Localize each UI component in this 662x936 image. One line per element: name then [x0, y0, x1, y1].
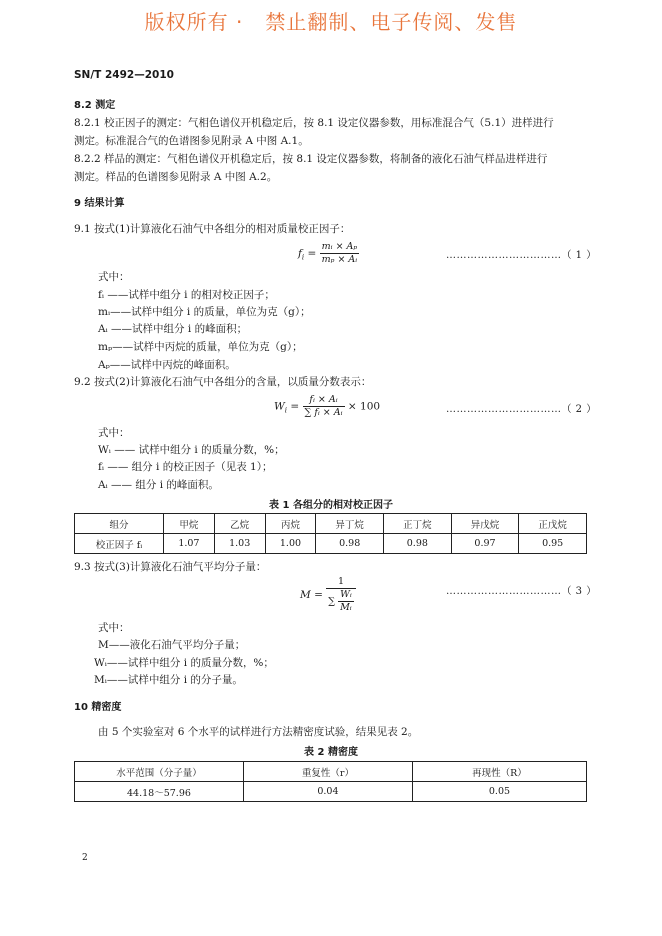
formula-1: $f_i$ = $\frac{\text{mᵢ × Aₚ}}{\text{mₚ × Aᵢ}}$: [298, 241, 358, 265]
def-9-1-1: mᵢ——试样中组分 i 的质量，单位为克（g）；: [98, 306, 311, 318]
def-9-1-0: fᵢ ——试样中组分 i 的相对校正因子；: [98, 289, 275, 301]
formula-3-inner-fraction: [338, 589, 354, 614]
watermark: 版权所有 · 禁止翻制、电子传阅、发售: [144, 10, 518, 34]
def-9-1-3: mₚ——试样中丙烷的质量，单位为克（g）；: [98, 341, 303, 353]
table-2-cell: 0.04: [243, 782, 412, 802]
def-9-2-0: Wᵢ —— 试样中组分 i 的质量分数，%；: [98, 444, 285, 456]
formula-3-sum: ∑: [328, 596, 336, 607]
section-9-1-intro: 9.1 按式(1)计算液化石油气中各组分的相对质量校正因子：: [74, 223, 351, 235]
table-2-cell: 0.05: [412, 782, 586, 802]
table-2-row: [75, 782, 587, 802]
formula-3-numerator: 1: [326, 576, 356, 589]
formula-2-denominator: ∑ fᵢ × Aᵢ: [304, 407, 343, 418]
def-9-3-1: Wᵢ——试样中组分 i 的质量分数，%；: [94, 657, 274, 669]
formula-1-fraction: [320, 241, 360, 266]
table-1: [74, 513, 587, 554]
def-9-1-4: Aₚ——试样中丙烷的峰面积。: [98, 359, 236, 371]
table-1-header: 丙烷: [265, 514, 316, 534]
table-1-header-row: [75, 514, 587, 534]
formula-2-tail: × 100: [347, 400, 381, 413]
standard-code: SN/T 2492—2010: [74, 69, 174, 81]
table-1-cell: 1.07: [164, 534, 215, 554]
formula-1-numerator: mᵢ × Aₚ: [321, 241, 358, 252]
table-2-header: 水平范围（分子量）: [75, 762, 244, 782]
table-2-header: 重复性（r）: [243, 762, 412, 782]
table-2-cell: 44.18～57.96: [75, 782, 244, 802]
formula-3-inner-denominator: Mᵢ: [340, 602, 352, 613]
equation-1-number: ……………………………（ 1 ）: [446, 250, 597, 261]
table-1-row-label: 校正因子 fᵢ: [75, 534, 164, 554]
section-8-2-1-line1: 8.2.1 校正因子的测定：气相色谱仪开机稳定后，按 8.1 设定仪器参数，用标准混合气（5.1）进样进行: [74, 117, 554, 129]
def-9-3-0: M——液化石油气平均分子量；: [98, 639, 246, 651]
table-1-header: 乙烷: [214, 514, 265, 534]
table-1-cell: 1.00: [265, 534, 316, 554]
table-2: [74, 761, 587, 802]
equation-2-number: ……………………………（ 2 ）: [446, 404, 597, 415]
def-9-2-1: fᵢ —— 组分 i 的校正因子（见表 1）；: [98, 461, 273, 473]
table-1-row: [75, 534, 587, 554]
table-2-header: 再现性（R）: [412, 762, 586, 782]
formula-2: $W_i$ = $\frac{\text{fᵢ × Aᵢ}}{\text{∑ fᵢ × Aᵢ}}$ × 100: [274, 394, 381, 418]
section-8-2-2-line1: 8.2.2 样品的测定：气相色谱仪开机稳定后，按 8.1 设定仪器参数，将制备的液化石油气样品进样进行: [74, 153, 548, 165]
table-1-cell: 0.98: [316, 534, 384, 554]
section-8-2-title: 8.2 测定: [74, 100, 116, 111]
table-1-header: 甲烷: [164, 514, 215, 534]
formula-3-denominator: [326, 589, 356, 614]
formula-3-lhs: M =: [300, 589, 323, 601]
section-8-2-1-line2: 测定。标准混合气的色谱图参见附录 A 中图 A.1。: [74, 135, 309, 147]
equation-3-number: ……………………………（ 3 ）: [446, 586, 597, 597]
section-9-3-intro: 9.3 按式(3)计算液化石油气平均分子量：: [74, 561, 267, 573]
table-1-caption: 表 1 各组分的相对校正因子: [269, 500, 393, 511]
table-1-cell: 0.97: [451, 534, 519, 554]
formula-1-denominator: mₚ × Aᵢ: [321, 254, 358, 265]
formula-3: [300, 576, 356, 614]
formula-2-lhs: W: [274, 400, 285, 413]
table-1-header: 组分: [75, 514, 164, 534]
table-1-cell: 0.95: [519, 534, 587, 554]
formula-2-fraction: [303, 394, 345, 419]
table-1-header: 异丁烷: [316, 514, 384, 534]
table-2-header-row: [75, 762, 587, 782]
formula-3-inner-numerator: Wᵢ: [340, 589, 352, 600]
def-9-1-2: Aᵢ ——试样中组分 i 的峰面积；: [98, 323, 248, 335]
table-1-cell: 0.98: [384, 534, 452, 554]
table-1-header: 正丁烷: [384, 514, 452, 534]
def-9-3-2: Mᵢ——试样中组分 i 的分子量。: [94, 674, 243, 686]
page-number: 2: [82, 853, 88, 863]
section-8-2-2-line2: 测定。样品的色谱图参见附录 A 中图 A.2。: [74, 171, 278, 183]
table-1-cell: 1.03: [214, 534, 265, 554]
section-9-3-where: 式中：: [98, 622, 130, 634]
section-10-title: 10 精密度: [74, 702, 122, 713]
section-9-2-intro: 9.2 按式(2)计算液化石油气中各组分的含量，以质量分数表示：: [74, 376, 372, 388]
section-9-title: 9 结果计算: [74, 198, 125, 209]
formula-2-numerator: fᵢ × Aᵢ: [303, 394, 345, 407]
formula-1-lhs: f: [298, 247, 302, 260]
section-9-1-where: 式中：: [98, 271, 130, 283]
table-1-header: 异戊烷: [451, 514, 519, 534]
section-9-2-where: 式中：: [98, 427, 130, 439]
table-1-header: 正戊烷: [519, 514, 587, 534]
formula-3-fraction: [326, 576, 356, 614]
section-10-text: 由 5 个实验室对 6 个水平的试样进行方法精密度试验，结果见表 2。: [98, 726, 419, 738]
table-2-caption: 表 2 精密度: [304, 747, 358, 758]
def-9-2-2: Aᵢ —— 组分 i 的峰面积。: [98, 479, 219, 491]
